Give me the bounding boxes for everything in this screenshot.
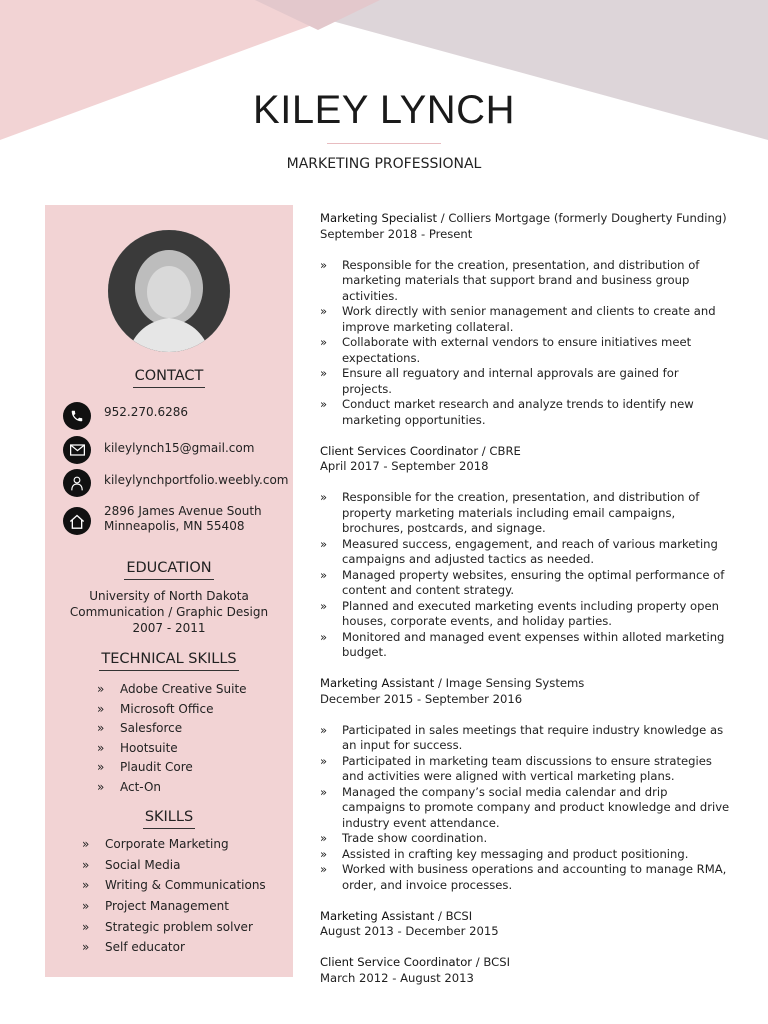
job-title: Marketing Assistant — [320, 676, 435, 690]
job-entry — [320, 444, 730, 661]
list-item: » Strategic problem solver — [82, 917, 266, 938]
job-dates: August 2013 - December 2015 — [320, 924, 499, 938]
home-icon — [63, 507, 91, 535]
job-title: Client Service Coordinator — [320, 955, 473, 969]
job-company: Colliers Mortgage (formerly Dougherty Funding) — [448, 211, 727, 225]
job-header: Marketing Specialist / Colliers Mortgage (formerly Dougherty Funding) — [320, 211, 727, 225]
degree: Communication / Graphic Design — [69, 605, 269, 619]
list-item: » Work directly with senior management and clients to create and improve marketing collateral. — [320, 304, 730, 335]
list-item: » Hootsuite — [97, 739, 247, 759]
list-item: » Managed the company’s social media calendar and drip campaigns to promote company and product knowledge and drive industry event attendance. — [320, 785, 730, 832]
job-entry — [320, 211, 730, 428]
skills-heading: SKILLS — [45, 809, 293, 829]
mail-icon — [63, 436, 91, 464]
list-item: » Measured success, engagement, and reach of various marketing campaigns and adjusted tactics as needed. — [320, 537, 730, 568]
education-heading: EDUCATION — [45, 560, 293, 580]
phone-number[interactable]: 952.270.6286 — [104, 405, 188, 419]
job-header: Marketing Assistant / Image Sensing Systems — [320, 676, 585, 690]
job-bullets — [320, 258, 730, 429]
job-dates: December 2015 - September 2016 — [320, 691, 523, 706]
experience-section — [320, 211, 730, 1002]
job-company: BCSI — [445, 908, 473, 923]
technical-skills-heading: TECHNICAL SKILLS — [45, 651, 293, 671]
list-item: » Assisted in crafting key messaging and product positioning. — [320, 847, 730, 863]
job-dates: March 2012 - August 2013 — [320, 970, 474, 985]
list-item: » Participated in sales meetings that require industry knowledge as an input for success. — [320, 723, 730, 754]
profession-title: MARKETING PROFESSIONAL — [286, 156, 482, 172]
address-text — [104, 504, 262, 534]
list-item: » Responsible for the creation, presentation, and distribution of property marketing materials including email campaigns, brochures, postcards, and signage. — [320, 490, 730, 537]
list-item: » Conduct market research and analyze trends to identify new marketing opportunities. — [320, 397, 730, 428]
job-dates: April 2017 - September 2018 — [320, 459, 489, 473]
list-item: » Project Management — [82, 896, 266, 917]
list-item: » Managed property websites, ensuring the optimal performance of content and content strategy. — [320, 568, 730, 599]
job-header: Client Service Coordinator / BCSI — [320, 955, 510, 969]
phone-icon — [63, 402, 91, 430]
education-years: 2007 - 2011 — [132, 621, 206, 635]
person-icon — [63, 469, 91, 497]
list-item: » Monitored and managed event expenses within alloted marketing budget. — [320, 630, 730, 661]
job-entry — [320, 955, 730, 986]
list-item: » Adobe Creative Suite — [97, 680, 247, 700]
list-item: » Worked with business operations and accounting to manage RMA, order, and invoice processes. — [320, 862, 730, 893]
list-item: » Self educator — [82, 937, 266, 958]
job-bullets — [320, 723, 730, 894]
list-item: » Planned and executed marketing events including property open houses, corporate events, and holiday parties. — [320, 599, 730, 630]
skills-list — [82, 834, 266, 958]
address-line-2: Minneapolis, MN 55408 — [104, 519, 245, 533]
job-title: Marketing Assistant — [320, 908, 435, 923]
profile-portrait-image — [108, 230, 230, 352]
job-dates: September 2018 - Present — [320, 226, 473, 241]
job-company: Image Sensing Systems — [445, 676, 585, 690]
candidate-name: KILEY LYNCH — [253, 88, 515, 132]
job-title: Client Services Coordinator — [320, 443, 479, 458]
education-details — [45, 588, 293, 636]
job-header: Client Services Coordinator / CBRE — [320, 443, 521, 458]
list-item: » Collaborate with external vendors to ensure initiatives meet expectations. — [320, 335, 730, 366]
job-entry — [320, 909, 730, 940]
technical-skills-list — [97, 680, 247, 797]
list-item: » Participated in marketing team discussions to ensure strategies and activities were aligned with vertical marketing plans. — [320, 754, 730, 785]
job-bullets — [320, 490, 730, 661]
name-divider — [327, 143, 441, 144]
list-item: » Salesforce — [97, 719, 247, 739]
list-item: » Plaudit Core — [97, 758, 247, 778]
job-header: Marketing Assistant / BCSI — [320, 908, 473, 923]
list-item: » Ensure all reguatory and internal approvals are gained for projects. — [320, 366, 730, 397]
job-company: CBRE — [489, 443, 521, 458]
list-item: » Act-On — [97, 778, 247, 798]
list-item: » Corporate Marketing — [82, 834, 266, 855]
job-title: Marketing Specialist — [320, 211, 438, 225]
address-line-1: 2896 James Avenue South — [104, 504, 262, 518]
list-item: » Trade show coordination. — [320, 831, 730, 847]
contact-heading: CONTACT — [45, 368, 293, 388]
school-name: University of North Dakota — [89, 589, 249, 603]
list-item: » Writing & Communications — [82, 875, 266, 896]
job-company: BCSI — [483, 955, 510, 969]
list-item: » Social Media — [82, 855, 266, 876]
email-address[interactable]: kileylynch15@gmail.com — [104, 441, 255, 455]
list-item: » Responsible for the creation, presentation, and distribution of marketing materials that support brand and business group activities. — [320, 258, 730, 305]
profile-photo — [108, 230, 230, 352]
sidebar — [45, 205, 293, 977]
job-entry — [320, 676, 730, 893]
website-link[interactable]: kileylynchportfolio.weebly.com — [104, 473, 289, 487]
list-item: » Microsoft Office — [97, 700, 247, 720]
